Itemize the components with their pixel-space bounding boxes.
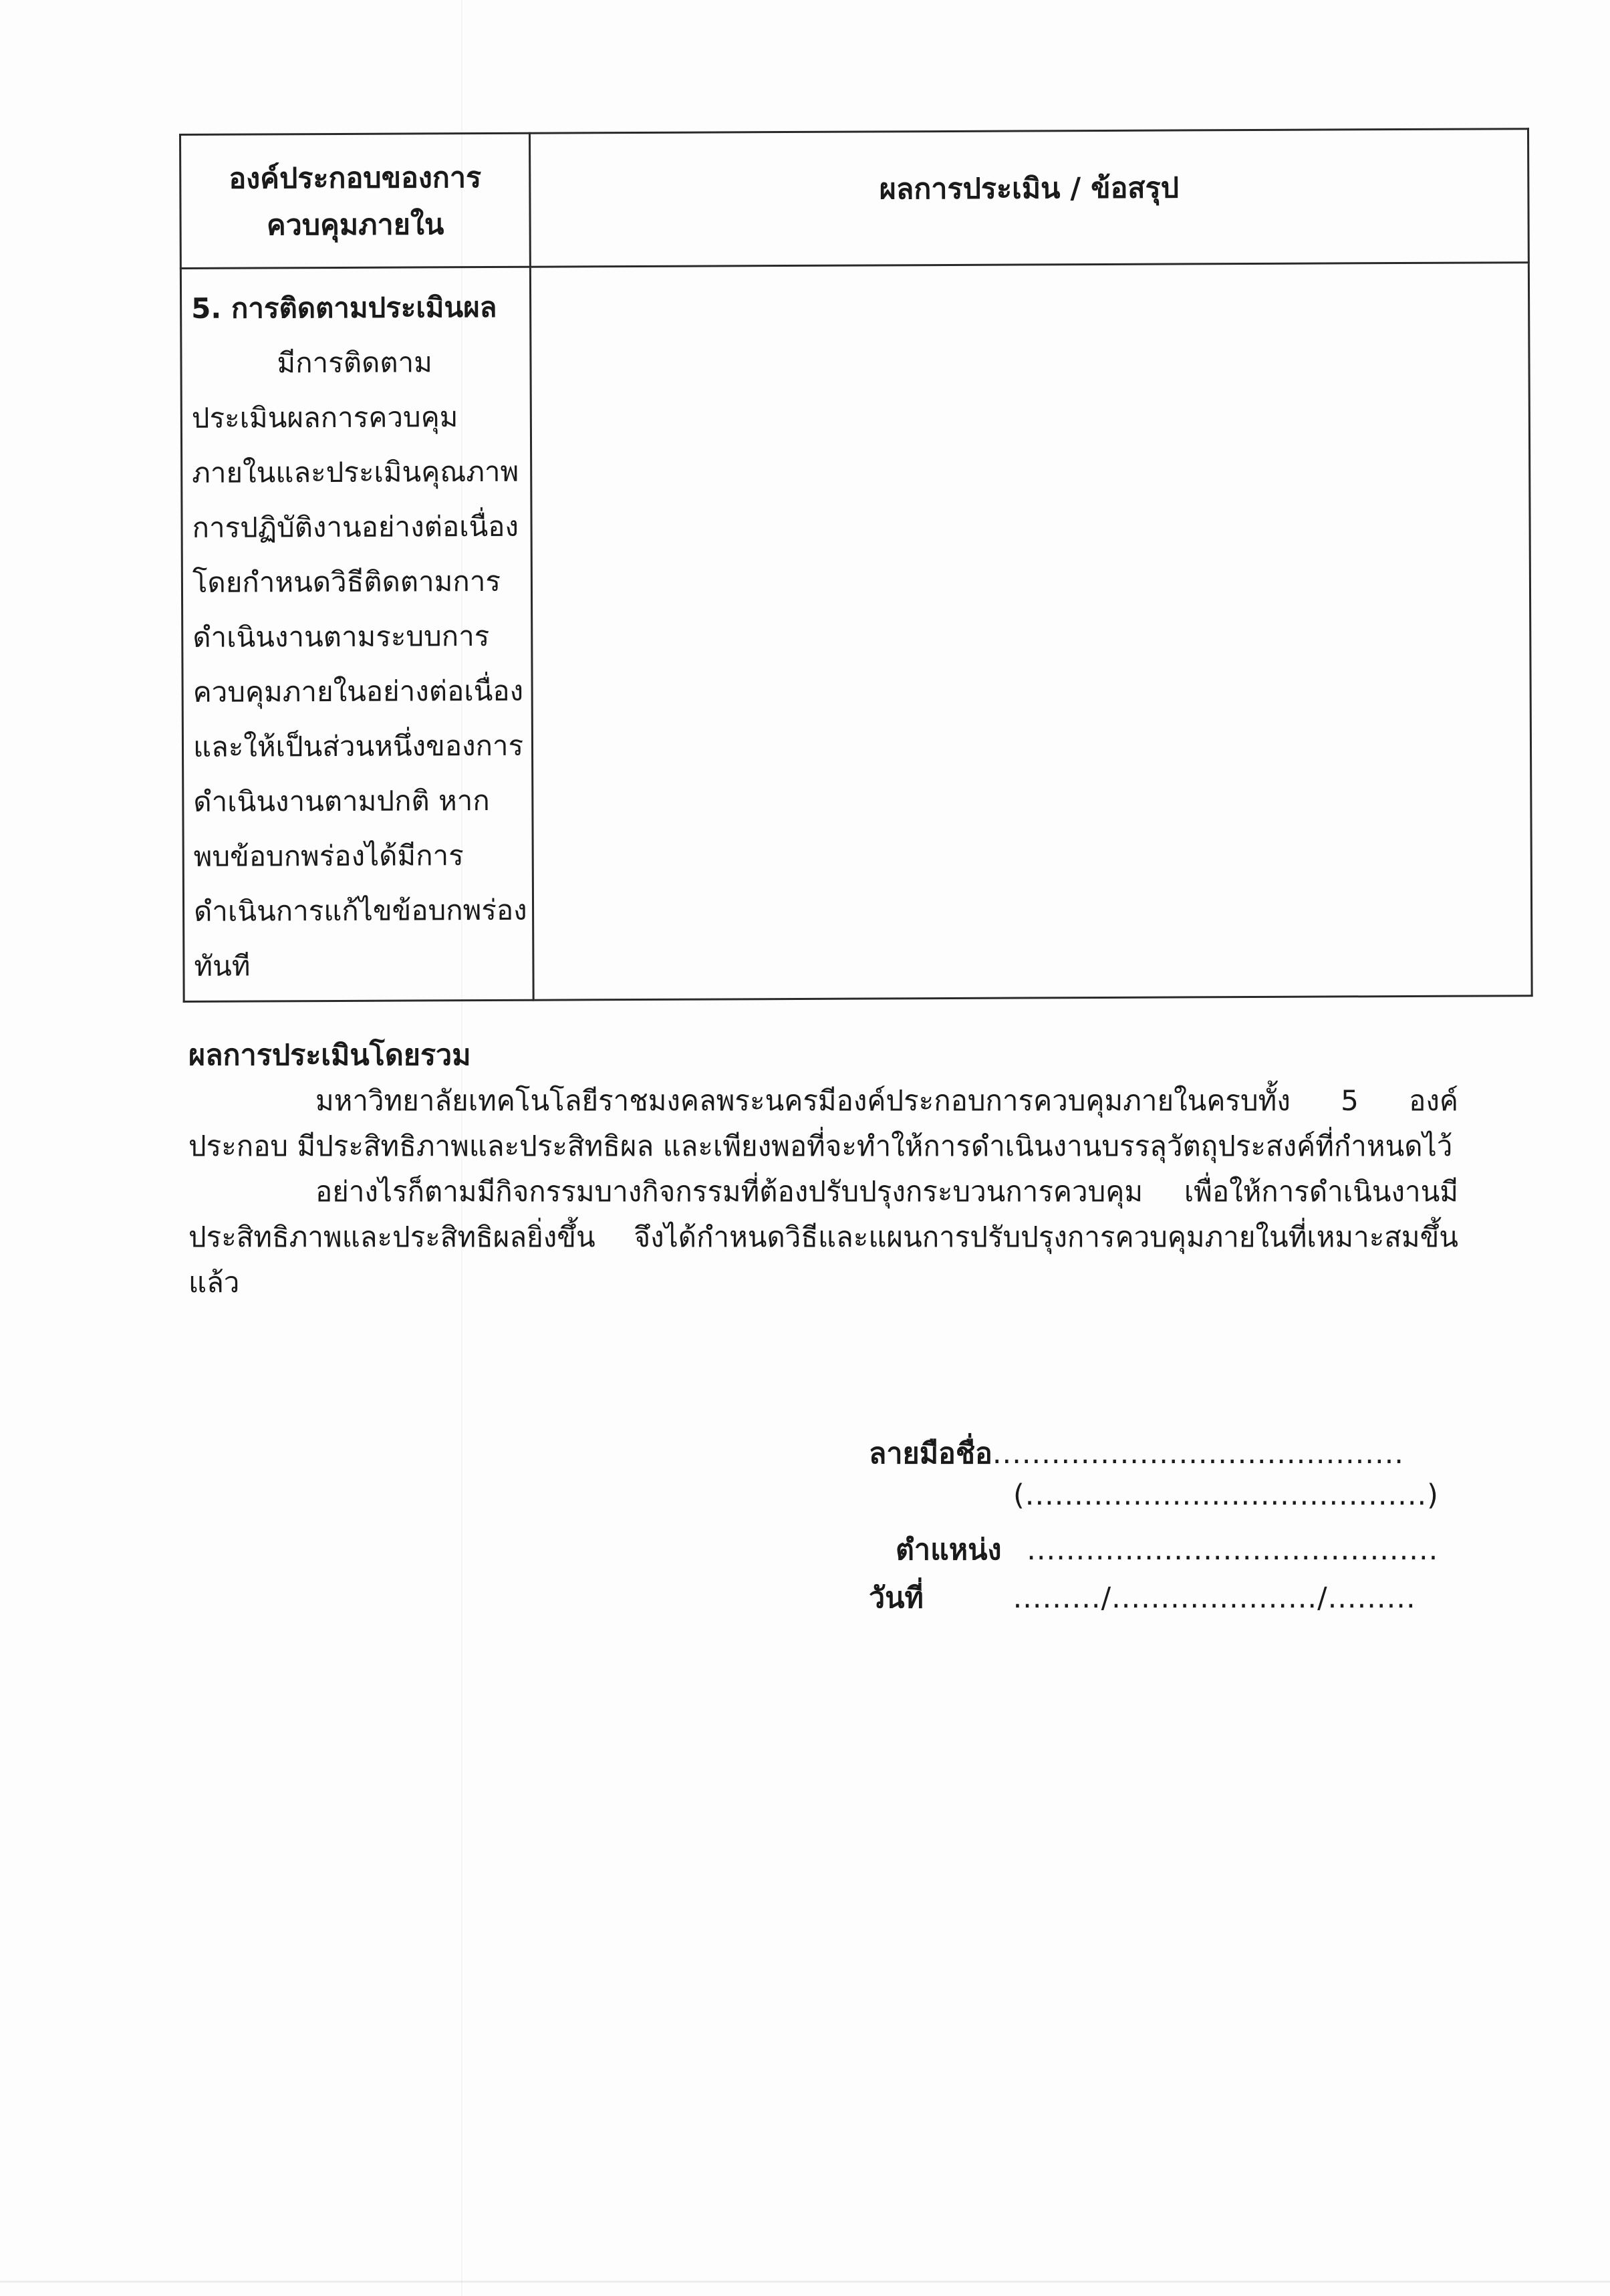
- component-line: มีการติดตาม: [277, 346, 432, 380]
- evaluation-table: [179, 128, 1533, 996]
- summary-paragraph-1-text: มหาวิทยาลัยเทคโนโลยีราชมงคลพระนครมีองค์ประกอบการควบคุมภายในครบทั้ง 5 องค์ประกอบ มีประสิทธิภาพและประสิทธิผล และเพียงพอที่จะทำให้การดำเนินงานบรรลุวัตถุประสงค์ที่กำหนดไว้: [188, 1084, 1458, 1162]
- header-result-label: ผลการประเมิน / ข้อสรุป: [879, 171, 1180, 207]
- name-line: [1013, 1479, 1439, 1512]
- table-header-row: [180, 129, 1529, 269]
- component-line: ควบคุมภายในอย่างต่อเนื่อง: [192, 674, 524, 709]
- header-component-line1: องค์ประกอบของการ: [229, 161, 482, 196]
- position-dots: ..........................................: [1027, 1533, 1439, 1567]
- component-line: ประเมินผลการควบคุม: [191, 400, 458, 434]
- component-title: 5. การติดตามประเมินผล: [191, 290, 497, 325]
- table-row: [180, 263, 1532, 1002]
- summary-paragraph-1: [188, 1078, 1458, 1169]
- component-line: ภายในและประเมินคุณภาพ: [192, 455, 519, 489]
- date-line: [869, 1575, 1416, 1620]
- signature-line: [869, 1430, 1404, 1476]
- component-line: พบข้อบกพร่องได้มีการ: [193, 839, 464, 873]
- component-description-cell: [180, 267, 533, 1001]
- header-result-cell: [530, 129, 1529, 267]
- summary-paragraph-2-text: อย่างไรก็ตามมีกิจกรรมบางกิจกรรมที่ต้องปรับปรุงกระบวนการควบคุม เพื่อให้การดำเนินงานมีประสิทธิภาพและประสิทธิผลยิ่งขึ้น จึงได้กำหนดวิธีและแผนการปรับปรุงการควบคุมภายในที่เหมาะสมขึ้นแล้ว: [188, 1175, 1458, 1299]
- signature-dots: ..........................................: [992, 1437, 1404, 1471]
- date-dots: ........./...................../.........: [1013, 1581, 1416, 1615]
- overall-summary: [188, 1033, 1458, 1305]
- summary-heading: ผลการประเมินโดยรวม: [188, 1039, 471, 1072]
- component-line: โดยกำหนดวิธีติดตามการ: [192, 564, 501, 599]
- component-line: ทันที: [194, 949, 251, 983]
- evaluation-table-grid: [179, 128, 1533, 1003]
- scan-bottom-edge: [0, 2281, 1610, 2283]
- header-component-cell: [180, 133, 531, 268]
- signature-label: ลายมือชื่อ: [869, 1437, 992, 1471]
- component-line: ดำเนินการแก้ไขข้อบกพร่อง: [193, 893, 527, 928]
- header-component-line2: ควบคุมภายใน: [266, 208, 444, 243]
- component-line: การปฏิบัติงานอย่างต่อเนื่อง: [192, 509, 519, 544]
- summary-paragraph-2: [188, 1169, 1458, 1305]
- component-line: และให้เป็นส่วนหนึ่งของการ: [192, 729, 524, 763]
- result-cell-empty: [530, 263, 1532, 1001]
- position-label: ตำแหน่ง: [896, 1533, 1002, 1567]
- component-line: ดำเนินงานตามปกติ หาก: [193, 783, 490, 818]
- name-blank: (.........................................): [1013, 1479, 1439, 1512]
- component-line: ดำเนินงานตามระบบการ: [192, 619, 490, 654]
- position-line: [896, 1527, 1438, 1572]
- date-label: วันที่: [869, 1581, 924, 1615]
